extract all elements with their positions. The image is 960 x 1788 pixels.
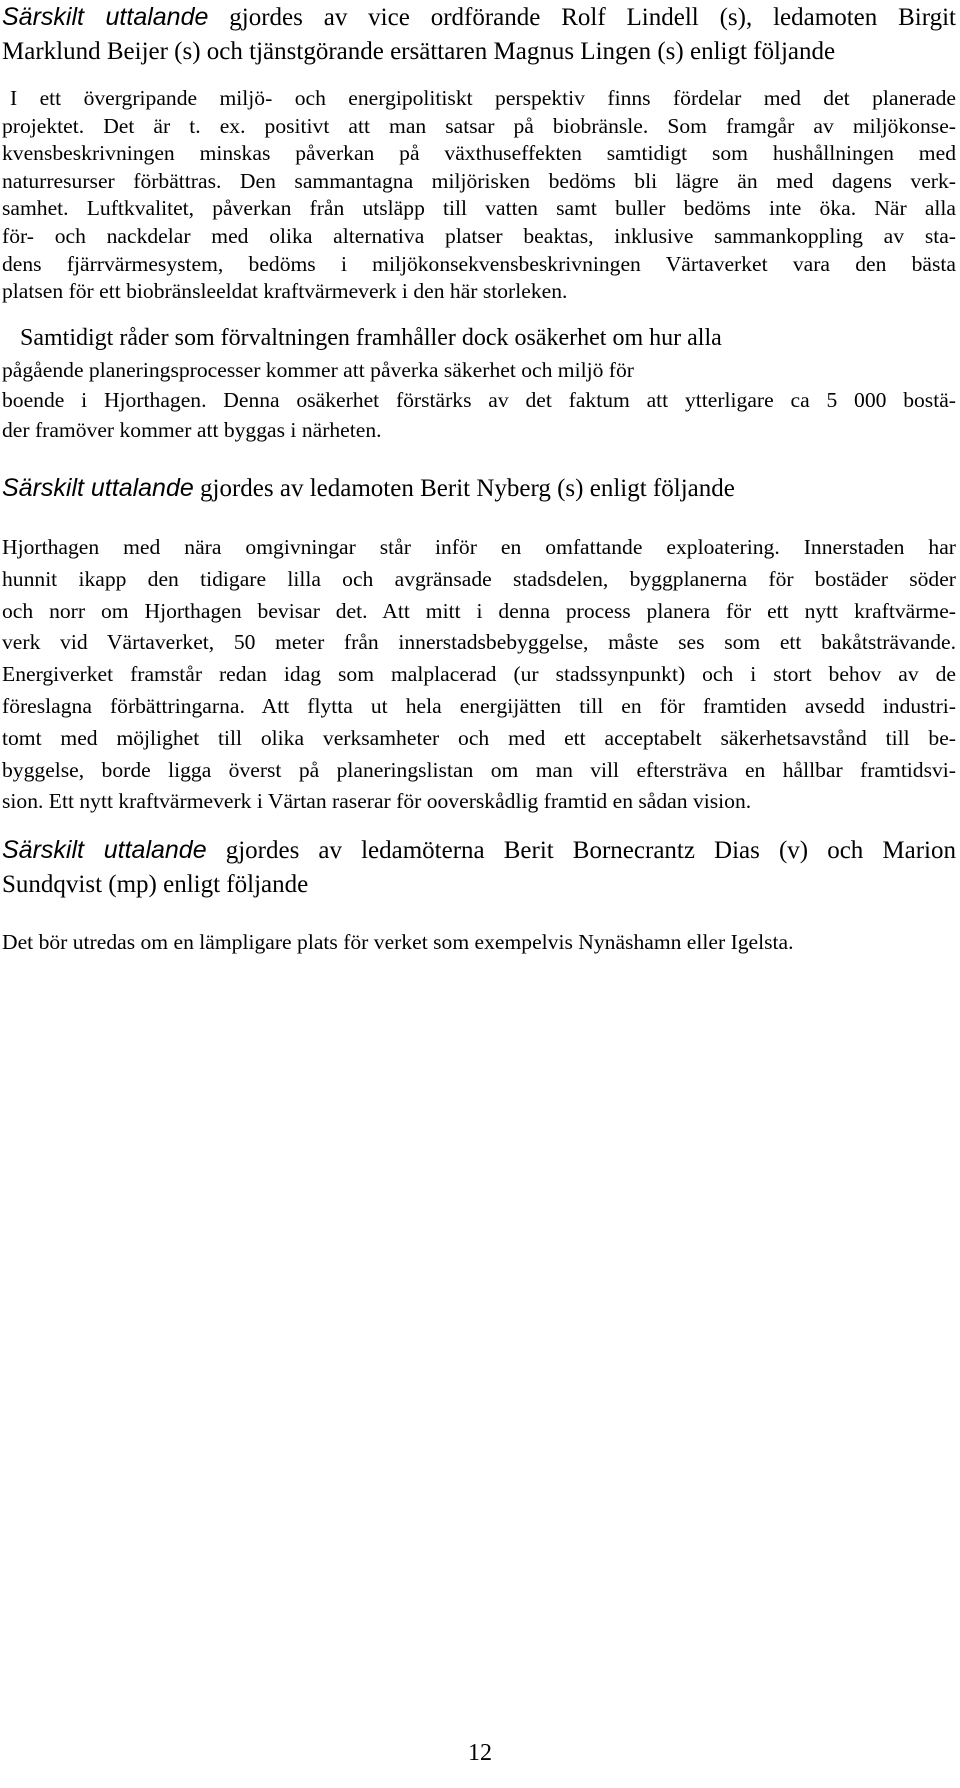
paragraph-line: och norr om Hjorthagen bevisar det. Att mitt i denna process planera för ett nytt kraftvärme-	[2, 598, 956, 623]
page-number: 12	[468, 1740, 492, 1766]
paragraph-line: boende i Hjorthagen. Denna osäkerhet förstärks av det faktum att ytterligare ca 5 000 bostä-	[2, 388, 956, 412]
statement-paragraph	[2, 85, 956, 306]
paragraph-line: Energiverket framstår redan idag som malplacerad (ur stadssynpunkt) och i stort behov av de	[2, 662, 956, 687]
statement-heading	[2, 833, 956, 902]
paragraph-line: dens fjärrvärmesystem, bedöms i miljökonsekvensbeskrivningen Värtaverket vara den bästa	[2, 251, 956, 276]
statement-heading-line	[2, 471, 956, 506]
paragraph-line: platsen för ett biobränsleeldat kraftvärmeverk i den här storleken.	[2, 279, 568, 304]
paragraph-line: sion. Ett nytt kraftvärmeverk i Värtan raserar för ooverskådlig framtid en sådan vision.	[2, 789, 752, 814]
paragraph-line: för- och nackdelar med olika alternativa platser beaktas, inklusive sammankoppling av sta-	[2, 223, 956, 248]
statement-heading	[2, 0, 956, 69]
paragraph-line: I ett övergripande miljö- och energipolitiskt perspektiv finns fördelar med det planerade	[10, 86, 956, 110]
statement-heading	[2, 471, 956, 506]
statement-paragraph	[2, 532, 956, 818]
statement-heading-line	[2, 833, 956, 868]
statement-paragraph	[2, 321, 956, 445]
paragraph-line: verk vid Värtaverket, 50 meter från innerstadsbebyggelse, måste ses som ett bakåtsträvande.	[2, 630, 956, 655]
statement-heading-text: gjordes av ledamoten Berit Nyberg (s) enligt följande	[193, 475, 735, 502]
statement-heading-text: gjordes av ledamöterna Berit Bornecrantz Dias (v) och Marion	[206, 837, 956, 864]
paragraph-line: naturresurser förbättras. Den sammantagna miljörisken bedöms bli lägre än med dagens verk-	[2, 168, 956, 193]
statement-heading-line	[2, 0, 956, 35]
statement-title-italic: Särskilt uttalande	[2, 3, 209, 31]
paragraph-line: samhet. Luftkvalitet, påverkan från utsläpp till vatten samt buller bedöms inte öka. När alla	[2, 196, 956, 221]
paragraph-line: Hjorthagen med nära omgivningar står inför en omfattande exploatering. Innerstaden har	[2, 535, 956, 559]
paragraph-line: föreslagna förbättringarna. Att flytta ut hela energijätten till en för framtiden avsedd industri-	[2, 693, 956, 718]
statement-heading-line: Sundqvist (mp) enligt följande	[2, 871, 309, 898]
paragraph-line: tomt med möjlighet till olika verksamheter och med ett acceptabelt säkerhetsavstånd till be-	[2, 725, 956, 750]
statement-heading-line: Marklund Beijer (s) och tjänstgörande ersättaren Magnus Lingen (s) enligt följande	[2, 38, 836, 65]
statement-paragraph	[2, 927, 956, 957]
statement-title-italic: Särskilt uttalande	[2, 474, 194, 502]
paragraph-line: der framöver kommer att byggas i närheten.	[2, 418, 382, 442]
paragraph-line: Det bör utredas om en lämpligare plats för verket som exempelvis Nynäshamn eller Igelsta.	[2, 930, 794, 954]
paragraph-line: projektet. Det är t. ex. positivt att man satsar på biobränsle. Som framgår av miljökonse-	[2, 113, 956, 138]
paragraph-line: pågående planeringsprocesser kommer att påverka säkerhet och miljö för	[2, 358, 634, 382]
statement-heading-text: gjordes av vice ordförande Rolf Lindell (s), ledamoten Birgit	[208, 4, 956, 31]
statement-title-italic: Särskilt uttalande	[2, 836, 207, 864]
paragraph-line: kvensbeskrivningen minskas påverkan på växthuseffekten samtidigt som hushållningen med	[2, 141, 956, 166]
paragraph-line: Samtidigt råder som förvaltningen framhåller dock osäkerhet om hur alla	[20, 325, 722, 351]
paragraph-line: hunnit ikapp den tidigare lilla och avgränsade stadsdelen, byggplanerna för bostäder söder	[2, 566, 956, 591]
paragraph-line: byggelse, borde ligga överst på planeringslistan om man vill eftersträva en hållbar framtidsvi-	[2, 757, 956, 782]
